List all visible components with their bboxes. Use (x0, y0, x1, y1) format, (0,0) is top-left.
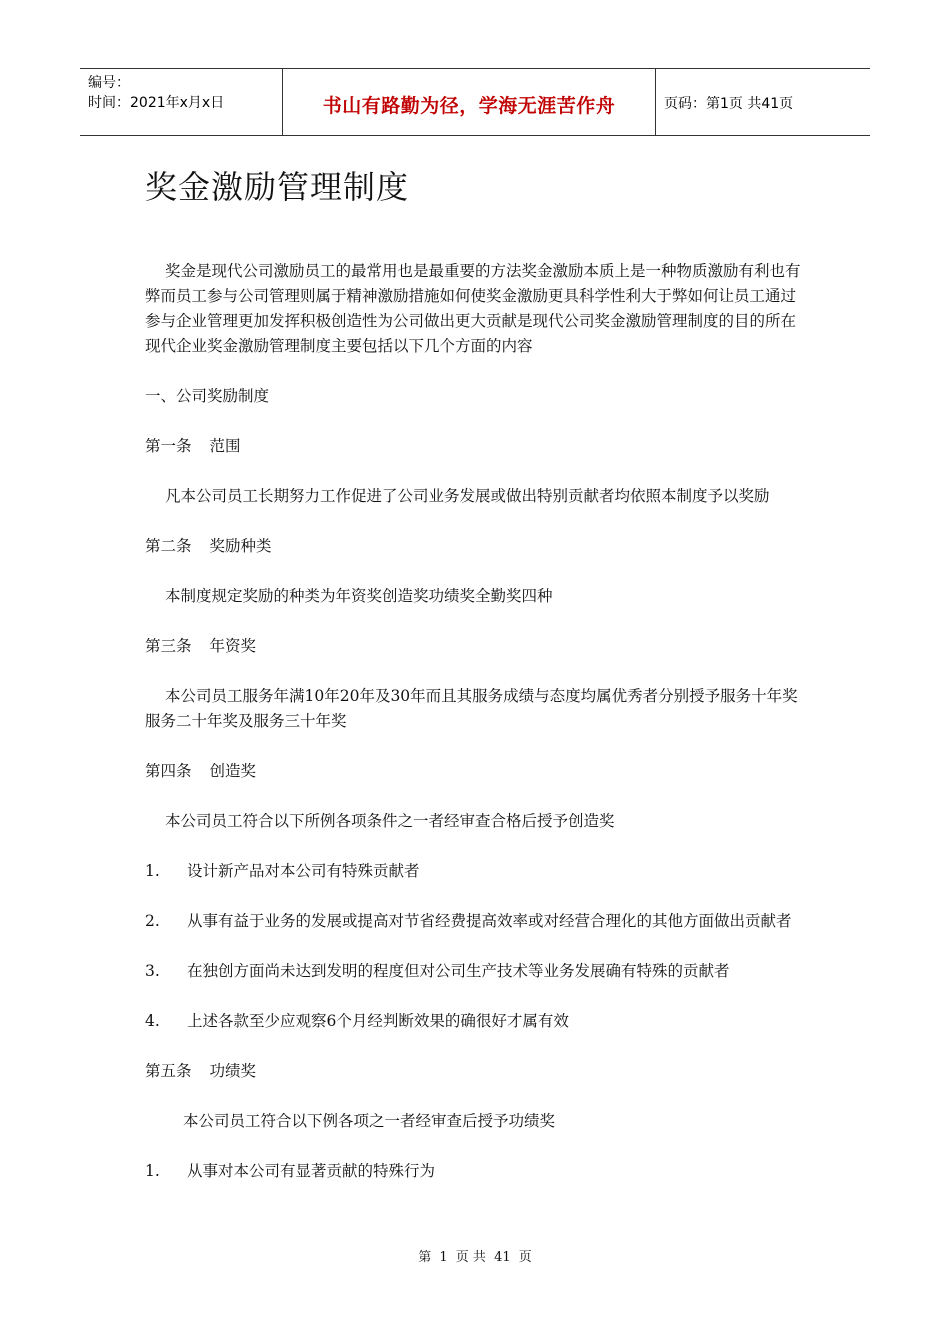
list-item-number: 3. (145, 962, 160, 980)
list-item-text: 在独创方面尚未达到发明的程度但对公司生产技术等业务发展确有特殊的贡献者 (187, 962, 730, 980)
section-heading: 一、公司奖励制度 (145, 387, 270, 405)
time-label: 时间：2021年x月x日 (88, 95, 225, 111)
intro-paragraph: 奖金是现代公司激励员工的最常用也是最重要的方法奖金激励本质上是一种物质激励有利也有弊而员工参与公司管理则属于精神激励措施如何使奖金激励更具科学性利大于弊如何让员工通过参与企业管理更加发挥积极创造性为公司做出更大贡献是现代公司奖金激励管理制度的目的所在现代企业奖金激励管理制度主要包括以下几个方面的内容 (145, 262, 801, 355)
list-item-number: 2. (145, 912, 160, 930)
article-text: 凡本公司员工长期努力工作促进了公司业务发展或做出特别贡献者均依照本制度予以奖励 (165, 487, 770, 505)
article-heading (145, 759, 810, 784)
article-heading (145, 1059, 810, 1084)
list-item (145, 959, 810, 984)
header-info-cell (80, 69, 282, 135)
page-footer (0, 1246, 950, 1265)
article-title: 年资奖 (209, 637, 257, 655)
header-motto-cell (282, 69, 656, 135)
footer-page-total: 41 (494, 1250, 511, 1265)
article-text: 本制度规定奖励的种类为年资奖创造奖功绩奖全勤奖四种 (165, 587, 553, 605)
article-title: 创造奖 (209, 762, 257, 780)
article-title: 功绩奖 (209, 1062, 257, 1080)
header-page-cell (656, 69, 870, 135)
article-number: 第一条 (145, 437, 192, 455)
article-text: 本公司员工符合以下所例各项条件之一者经审查合格后授予创造奖 (165, 812, 615, 830)
list-item-text: 设计新产品对本公司有特殊贡献者 (187, 862, 420, 880)
page-header (80, 68, 870, 136)
article-title: 范围 (209, 437, 241, 455)
footer-page-number: 1 (439, 1250, 448, 1265)
article-heading (145, 634, 810, 659)
document-body (145, 259, 810, 1209)
list-item-text: 从事对本公司有显著贡献的特殊行为 (187, 1162, 436, 1180)
number-label: 编号： (88, 75, 130, 91)
list-item (145, 859, 810, 884)
article-heading (145, 434, 810, 459)
footer-suffix: 页 (518, 1250, 532, 1265)
document-title: 奖金激励管理制度 (145, 168, 410, 206)
article-text: 本公司员工符合以下例各项之一者经审查后授予功绩奖 (183, 1112, 556, 1130)
page-code: 页码：第1页 共41页 (664, 96, 794, 112)
list-item-text: 从事有益于业务的发展或提高对节省经费提高效率或对经营合理化的其他方面做出贡献者 (187, 912, 792, 930)
footer-mid: 页 共 (455, 1250, 486, 1265)
article-title: 奖励种类 (209, 537, 272, 555)
list-item (145, 909, 810, 934)
list-item (145, 1159, 810, 1184)
article-number: 第四条 (145, 762, 192, 780)
motto-text: 书山有路勤为径，学海无涯苦作舟 (322, 94, 616, 117)
list-item-number: 1. (145, 1162, 160, 1180)
article-text: 本公司员工服务年满10年20年及30年而且其服务成绩与态度均属优秀者分别授予服务十年奖服务二十年奖及服务三十年奖 (145, 687, 798, 730)
article-number: 第二条 (145, 537, 192, 555)
article-number: 第三条 (145, 637, 192, 655)
article-heading (145, 534, 810, 559)
list-item-number: 4. (145, 1012, 160, 1030)
list-item (145, 1009, 810, 1034)
list-item-text: 上述各款至少应观察6个月经判断效果的确很好才属有效 (187, 1012, 569, 1030)
list-item-number: 1. (145, 862, 160, 880)
article-number: 第五条 (145, 1062, 192, 1080)
footer-prefix: 第 (418, 1250, 432, 1265)
